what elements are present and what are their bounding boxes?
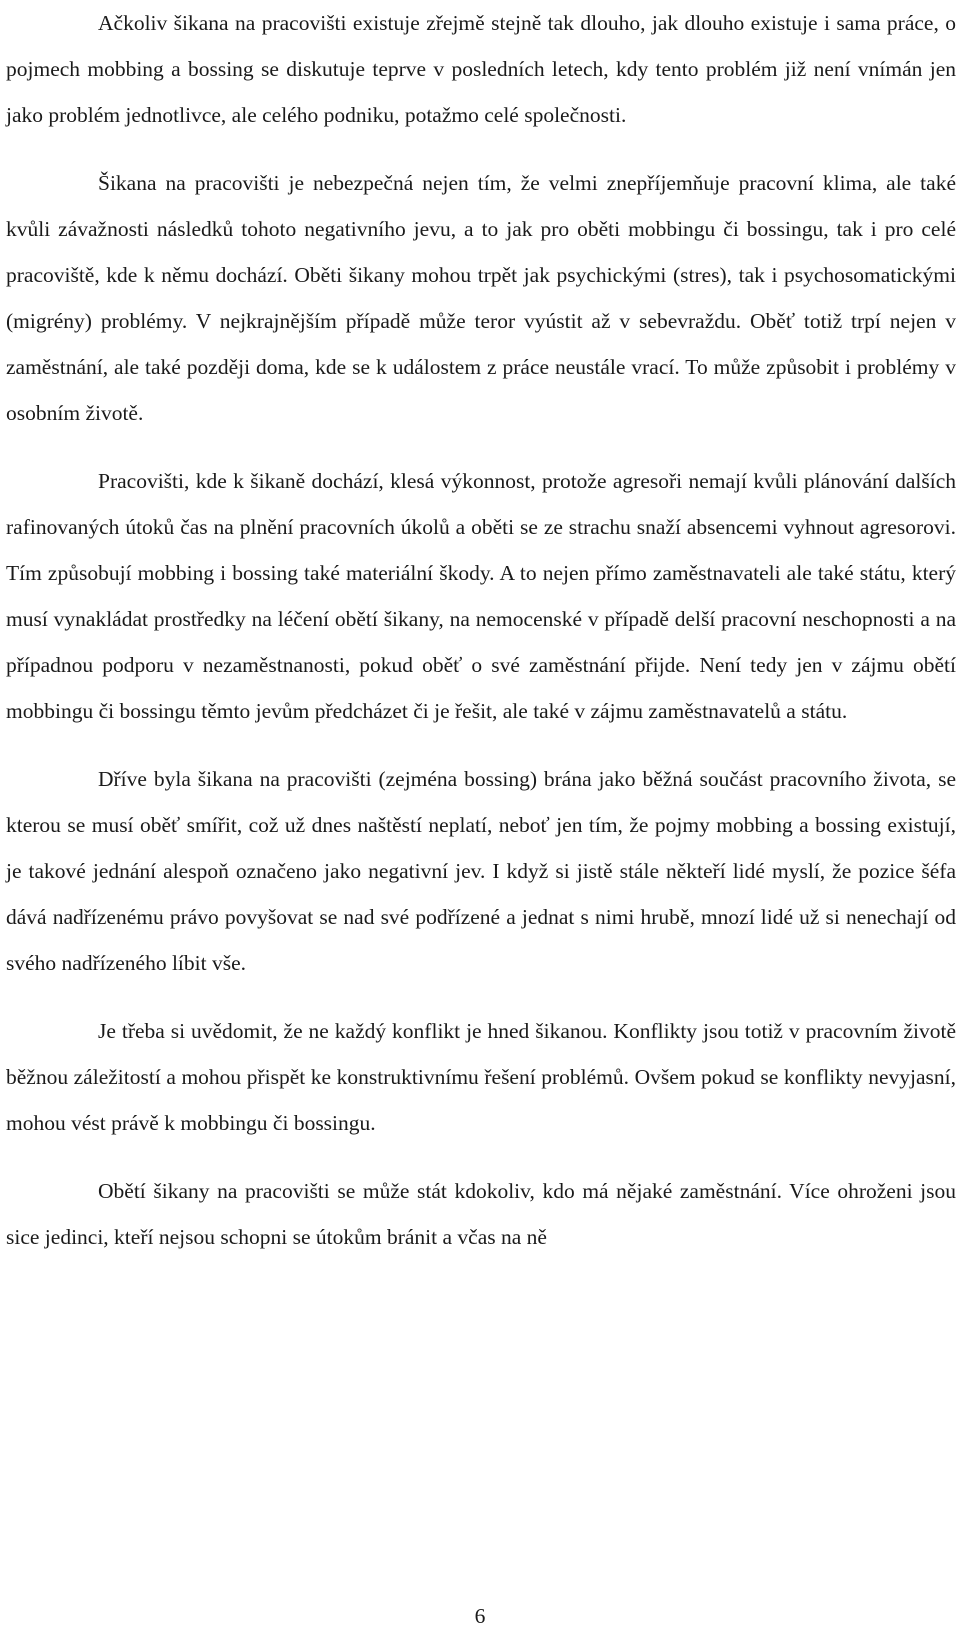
paragraph-2: Šikana na pracovišti je nebezpečná nejen tím, že velmi znepříjemňuje pracovní klima, ale také kvůli závažnosti následků tohoto negativního jevu, a to jak pro oběti mobbingu či bossingu, tak i pro celé pracoviště, kde k němu dochází. Oběti šikany mohou trpět jak psychickými (stres), tak i psychosomatickými (migrény) problémy. V nejkrajnějším případě může teror vyústit až v sebevraždu. Oběť totiž trpí nejen v zaměstnání, ale také později doma, kde se k událostem z práce neustále vrací. To může způsobit i problémy v osobním životě.: [6, 171, 956, 425]
paragraph-5: Je třeba si uvědomit, že ne každý konflikt je hned šikanou. Konflikty jsou totiž v pracovním životě běžnou záležitostí a mohou přispět ke konstruktivnímu řešení problémů. Ovšem pokud se konflikty nevyjasní, mohou vést právě k mobbingu či bossingu.: [6, 1019, 956, 1135]
paragraph-3: Pracovišti, kde k šikaně dochází, klesá výkonnost, protože agresoři nemají kvůli plánování dalších rafinovaných útoků čas na plnění pracovních úkolů a oběti se ze strachu snaží absencemi vyhnout agresorovi. Tím způsobují mobbing i bossing také materiální škody. A to nejen přímo zaměstnavateli ale také státu, který musí vynakládat prostředky na léčení obětí šikany, na nemocenské v případě delší pracovní neschopnosti a na případnou podporu v nezaměstnanosti, pokud oběť o své zaměstnání přijde. Není tedy jen v zájmu obětí mobbingu či bossingu těmto jevům předcházet či je řešit, ale také v zájmu zaměstnavatelů a státu.: [6, 469, 956, 723]
paragraph-4: Dříve byla šikana na pracovišti (zejména bossing) brána jako běžná součást pracovního života, se kterou se musí oběť smířit, což už dnes naštěstí neplatí, neboť jen tím, že pojmy mobbing a bossing existují, je takové jednání alespoň označeno jako negativní jev. I když si jistě stále někteří lidé myslí, že pozice šéfa dává nadřízenému právo povyšovat se nad své podřízené a jednat s nimi hrubě, mnozí lidé už si nenechají od svého nadřízeného líbit vše.: [6, 767, 956, 975]
paragraph-1: Ačkoliv šikana na pracovišti existuje zřejmě stejně tak dlouho, jak dlouho existuje i samа práce, o pojmech mobbing a bossing se diskutuje teprve v posledních letech, kdy tento problém již není vnímán jen jako problém jednotlivce, ale celého podniku, potažmo celé společnosti.: [6, 11, 956, 127]
page-number: 6: [474, 1604, 486, 1628]
body-text: [6, 0, 956, 1282]
paragraph-6: Obětí šikany na pracovišti se může stát kdokoliv, kdo má nějaké zaměstnání. Více ohroženi jsou sice jedinci, kteří nejsou schopni se útokům bránit a včas na ně: [6, 1179, 956, 1249]
